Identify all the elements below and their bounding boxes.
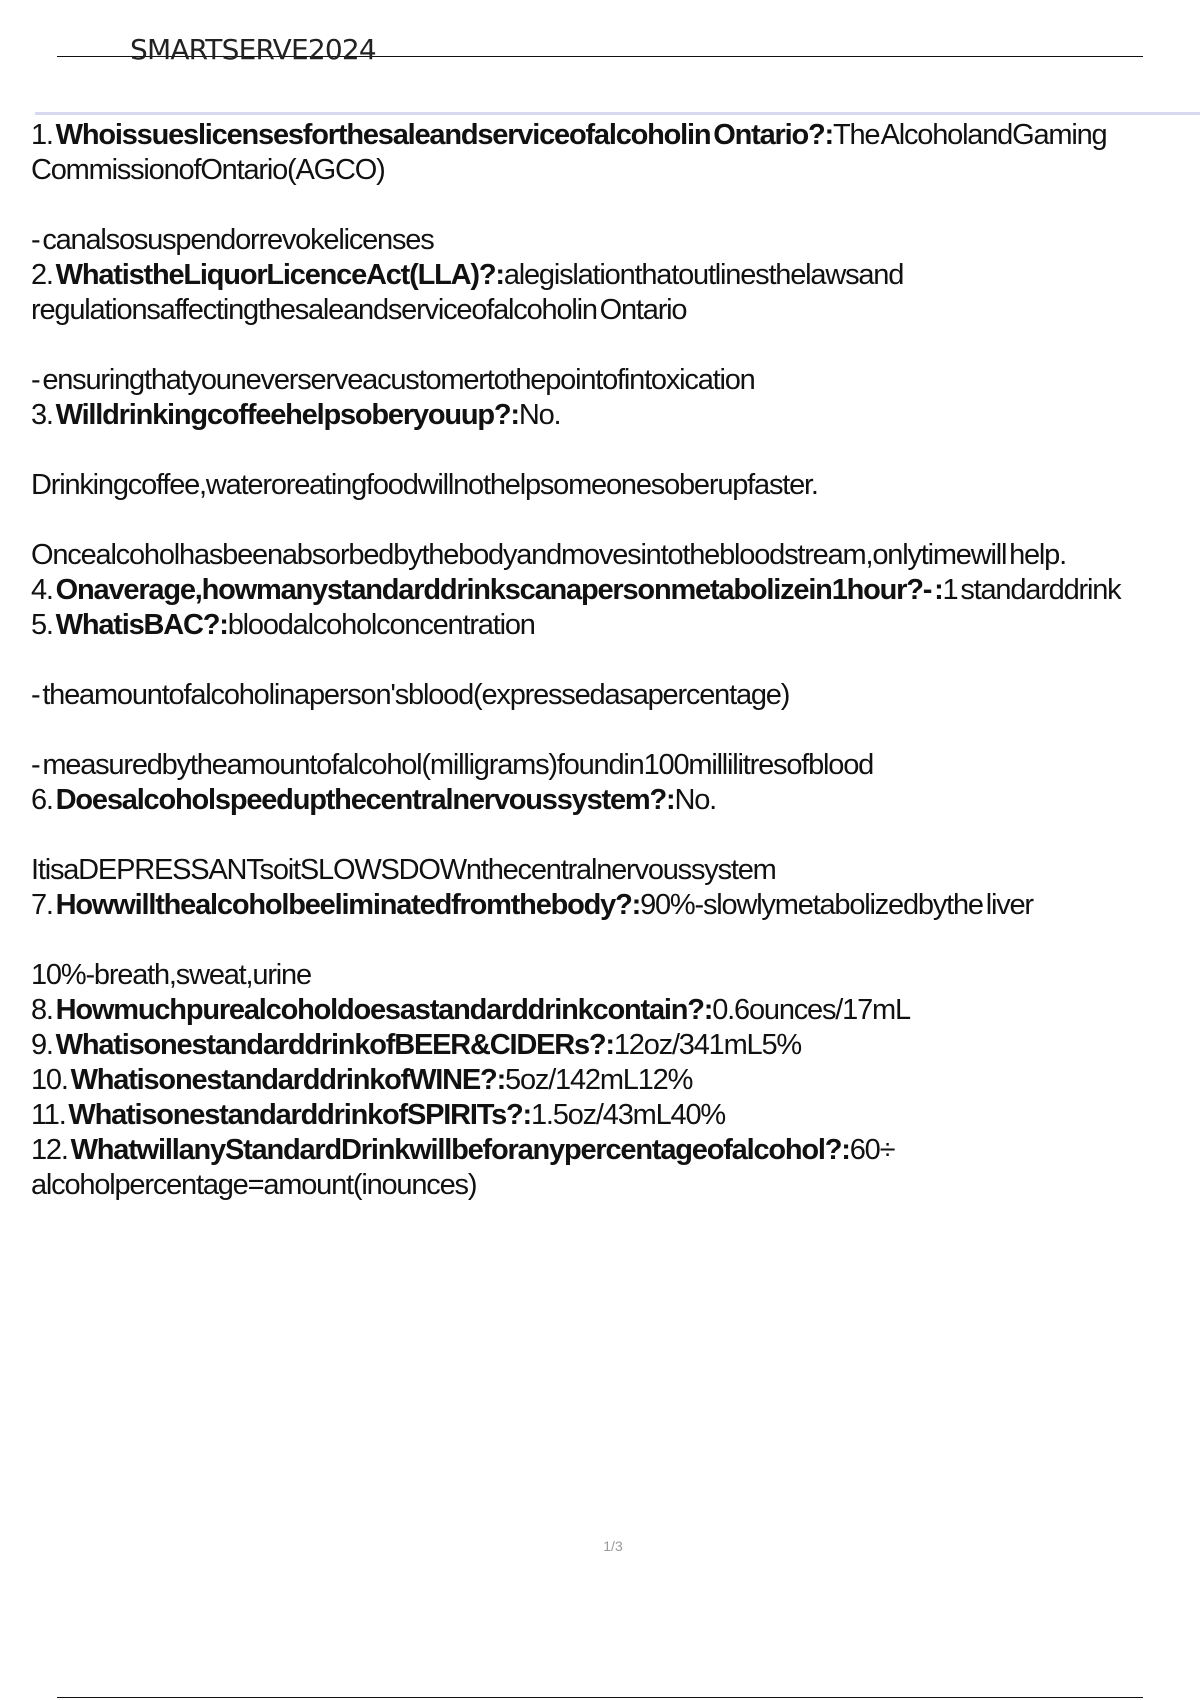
answer-text: 90%-slowlymetabolizedbythe liver — [640, 889, 1033, 921]
answer-detail: 10%-breath,sweat,urine — [31, 959, 311, 991]
answer-detail: - canalsosuspendorrevokelicenses — [31, 224, 434, 256]
question-text: WhatisBAC?: — [55, 609, 228, 641]
answer-text: The AlcoholandGaming CommissionofOntario(AGCO) — [31, 119, 1107, 186]
answer-text: No. — [674, 784, 717, 816]
question-number: 11. — [31, 1099, 66, 1131]
section-divider — [35, 112, 1200, 115]
question-item — [31, 398, 1196, 433]
answer-text: alegislationthatoutlinesthelawsand regulationsaffectingthesaleandserviceofalcoholin Ontario — [31, 259, 904, 326]
question-text: WhatwillanyStandardDrinkwillbeforanypercentageofalcohol?: — [70, 1134, 850, 1166]
question-number: 7. — [31, 889, 53, 921]
question-item — [31, 118, 1196, 188]
question-text: WhatisonestandarddrinkofSPIRITs?: — [68, 1099, 531, 1131]
question-number: 5. — [31, 609, 53, 641]
answer-text: No. — [518, 399, 561, 431]
question-number: 4. — [31, 574, 53, 606]
question-number: 1. — [31, 119, 53, 151]
question-number: 12. — [31, 1134, 68, 1166]
answer-text: 60÷ alcoholpercentage=amount(inounces) — [31, 1134, 895, 1201]
question-item — [31, 993, 1196, 1028]
question-item — [31, 1028, 1196, 1063]
question-item — [31, 608, 1196, 643]
question-number: 9. — [31, 1029, 53, 1061]
question-item — [31, 573, 1196, 608]
question-text: Doesalcoholspeedupthecentralnervoussystem?: — [55, 784, 675, 816]
answer-detail: Drinkingcoffee,wateroreatingfoodwillnothelpsomeonesoberupfaster. — [31, 469, 818, 501]
question-text: WhatisonestandarddrinkofWINE?: — [70, 1064, 506, 1096]
footer-rule — [57, 1697, 1143, 1698]
question-item — [31, 888, 1196, 923]
question-text: Howmuchpurealcoholdoesastandarddrinkcontain?: — [55, 994, 713, 1026]
question-text: Willdrinkingcoffeehelpsoberyouup?: — [55, 399, 519, 431]
answer-text: bloodalcoholconcentration — [227, 609, 535, 641]
question-number: 3. — [31, 399, 53, 431]
question-text: WhatistheLiquorLicenceAct(LLA)?: — [55, 259, 504, 291]
question-number: 8. — [31, 994, 53, 1026]
answer-text: 12oz/341mL5% — [613, 1029, 801, 1061]
answer-detail: ItisaDEPRESSANTsoitSLOWSDOWnthecentralnervoussystem — [31, 854, 776, 886]
question-item — [31, 783, 1196, 818]
page-number: 1/3 — [603, 1538, 623, 1554]
question-item — [31, 1133, 1196, 1203]
question-list — [31, 118, 1196, 1203]
question-item — [31, 258, 1196, 328]
answer-text: 1 standarddrink — [942, 574, 1121, 606]
question-text: WhatisonestandarddrinkofBEER&CIDERs?: — [55, 1029, 614, 1061]
question-number: 10. — [31, 1064, 68, 1096]
answer-text: 0.6ounces/17mL — [712, 994, 910, 1026]
question-item — [31, 1098, 1196, 1133]
question-item — [31, 1063, 1196, 1098]
question-text: Whoissueslicensesforthesaleandserviceofalcoholin Ontario?: — [55, 119, 833, 151]
document-header-title: SMARTSERVE2024 — [130, 33, 376, 66]
answer-text: 1.5oz/43mL40% — [530, 1099, 725, 1131]
question-text: Howwillthealcoholbeeliminatedfromthebody?: — [55, 889, 641, 921]
question-text: Onaverage,howmanystandarddrinkscanapersonmetabolizein1hour?- : — [55, 574, 943, 606]
answer-detail: - ensuringthatyouneverserveacustomertothepointofintoxication — [31, 364, 755, 396]
answer-text: 5oz/142mL12% — [505, 1064, 693, 1096]
answer-detail: - theamountofalcoholinaperson'sblood(expressedasapercentage) — [31, 679, 790, 711]
question-number: 2. — [31, 259, 53, 291]
question-number: 6. — [31, 784, 53, 816]
answer-detail: - measuredbytheamountofalcohol(milligrams)foundin100millilitresofblood — [31, 749, 874, 781]
answer-detail: Oncealcoholhasbeenabsorbedbythebodyandmovesintothebloodstream,onlytimewill help. — [31, 539, 1066, 571]
